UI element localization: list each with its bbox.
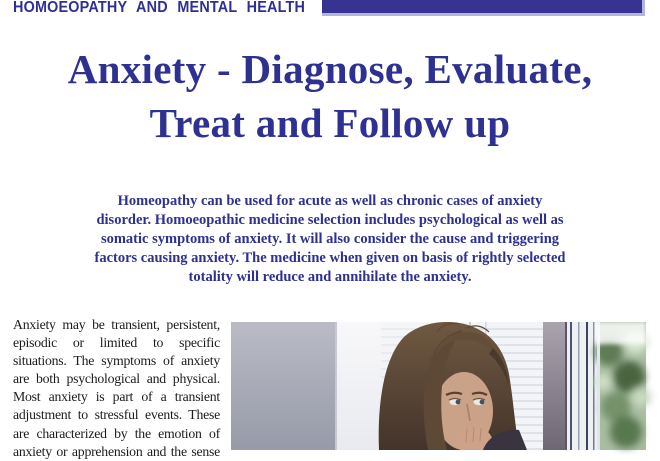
window-frame-board: [543, 322, 567, 450]
foliage-through-glass: [595, 322, 651, 450]
standfirst-line: somatic symptoms of anxiety. It will also consider the cause and triggering: [100, 231, 560, 247]
title-line-2: Treat and Follow up: [149, 100, 511, 146]
standfirst-line: totality will reduce and annihilate the anxiety.: [188, 269, 472, 285]
masthead-rule: [322, 0, 645, 16]
wall: [231, 322, 337, 450]
standfirst-line: disorder. Homoeopathic medicine selection includes psychological as well as: [96, 212, 564, 228]
title-line-1: Anxiety - Diagnose, Evaluate,: [67, 46, 593, 92]
body-column: [13, 316, 220, 459]
body-line: adjustment to stressful events. These: [13, 407, 220, 423]
body-line: Anxiety may be transient, persistent,: [13, 317, 220, 332]
body-line: are both psychological and physical.: [13, 371, 220, 387]
article-photo-anxious-woman-at-window: [231, 322, 646, 450]
section-masthead: HOMOEOPATHY AND MENTAL HEALTH: [13, 0, 306, 16]
body-line: are characterized by the emotion of: [13, 425, 220, 441]
standfirst: [0, 192, 660, 287]
standfirst-line: Homeopathy can be used for acute as well as chronic cases of anxiety: [117, 193, 543, 209]
photo-illustration: [231, 322, 646, 450]
body-line: episodic or limited to specific: [13, 335, 220, 351]
body-line-clipped: anxiety or apprehension and the sense: [13, 443, 220, 459]
standfirst-line: factors causing anxiety. The medicine when given on basis of rightly selected: [94, 250, 566, 266]
article-title: [0, 42, 660, 150]
body-line: Most anxiety is part of a transient: [13, 389, 220, 405]
body-line: situations. The symptoms of anxiety: [13, 353, 220, 369]
